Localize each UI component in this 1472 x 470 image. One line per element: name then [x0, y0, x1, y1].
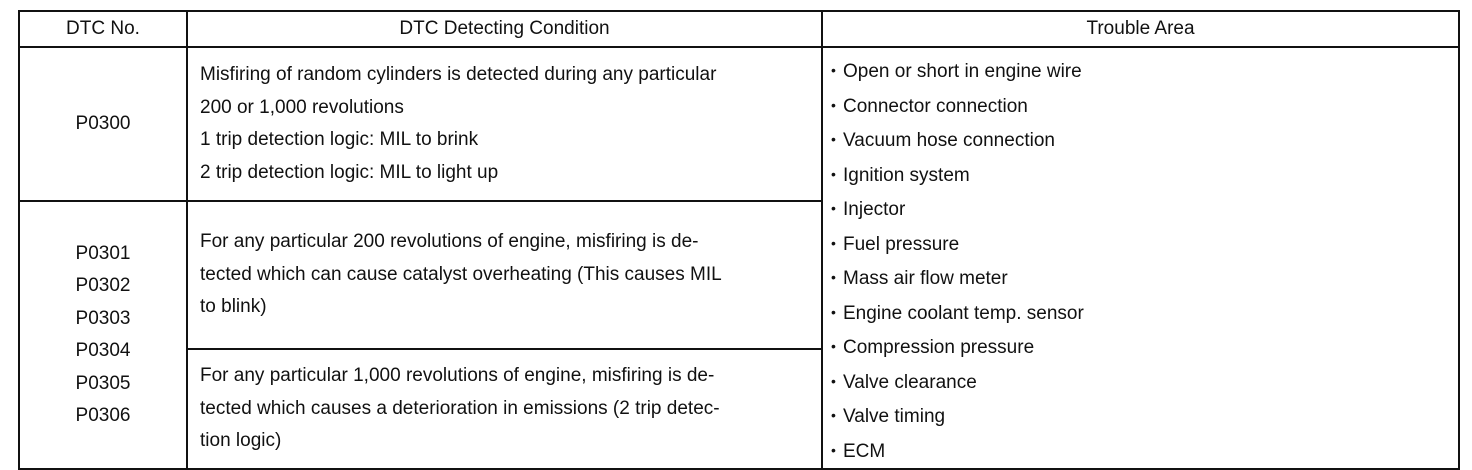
header-dtc-no: DTC No.	[19, 11, 187, 47]
trouble-area-text: Mass air flow meter	[843, 268, 1008, 289]
condition-line: 2 trip detection logic: MIL to light up	[200, 161, 499, 183]
list-item	[831, 158, 1458, 193]
bullet-icon: •	[831, 441, 836, 458]
trouble-area-text: Valve clearance	[843, 371, 977, 393]
bullet-icon: •	[831, 372, 836, 389]
trouble-area-text: Engine coolant temp. sensor	[843, 302, 1084, 324]
trouble-area-text: Compression pressure	[843, 337, 1035, 358]
list-item	[831, 192, 1458, 227]
condition-line: For any particular 200 revolutions of engine, misfiring is de-	[200, 231, 699, 253]
dtc-code-cell	[19, 47, 187, 201]
bullet-icon: •	[831, 303, 836, 320]
list-item	[831, 434, 1458, 469]
condition-line: to blink)	[200, 296, 267, 318]
dtc-code: P0301	[75, 242, 131, 264]
dtc-table	[18, 10, 1460, 470]
bullet-icon: •	[831, 234, 836, 251]
detecting-condition-cell	[187, 201, 822, 349]
condition-line: Misfiring of random cylinders is detected during any particular	[200, 64, 717, 85]
bullet-icon: •	[831, 269, 836, 285]
list-item	[831, 54, 1458, 89]
list-item	[831, 330, 1458, 365]
bullet-icon: •	[831, 407, 836, 423]
dtc-code: P0300	[75, 112, 131, 134]
condition-line: For any particular 1,000 revolutions of engine, misfiring is de-	[200, 365, 715, 387]
list-item	[831, 296, 1458, 331]
trouble-area-text: ECM	[843, 440, 886, 462]
dtc-code-cell	[19, 201, 187, 469]
list-item	[831, 123, 1458, 158]
detecting-condition-cell	[187, 349, 822, 469]
bullet-icon: •	[831, 200, 836, 216]
bullet-icon: •	[831, 165, 836, 182]
condition-line: 1 trip detection logic: MIL to brink	[200, 129, 479, 150]
bullet-icon: •	[831, 131, 836, 147]
list-item	[831, 261, 1458, 296]
header-detecting-condition: DTC Detecting Condition	[187, 11, 822, 47]
dtc-code: P0306	[75, 405, 131, 426]
trouble-area-text: Ignition system	[843, 164, 970, 186]
header-trouble-area: Trouble Area	[822, 11, 1459, 47]
table-row-p0300	[19, 47, 1459, 201]
condition-line: tion logic)	[200, 430, 282, 452]
trouble-area-text: Vacuum hose connection	[843, 130, 1055, 151]
trouble-area-list	[831, 54, 1458, 468]
list-item	[831, 365, 1458, 400]
dtc-code: P0304	[75, 340, 131, 361]
dtc-code: P0303	[75, 307, 131, 329]
trouble-area-text: Open or short in engine wire	[843, 61, 1082, 82]
list-item	[831, 89, 1458, 124]
dtc-code: P0305	[75, 372, 131, 394]
condition-line: tected which can cause catalyst overheating (This causes MIL	[200, 263, 722, 285]
header-row	[19, 11, 1459, 47]
trouble-area-cell	[822, 47, 1459, 469]
dtc-code: P0302	[75, 275, 131, 296]
condition-line: 200 or 1,000 revolutions	[200, 96, 404, 118]
trouble-area-text: Valve timing	[843, 406, 946, 427]
list-item	[831, 399, 1458, 434]
list-item	[831, 227, 1458, 262]
trouble-area-text: Injector	[843, 199, 906, 220]
trouble-area-text: Fuel pressure	[843, 233, 960, 255]
bullet-icon: •	[831, 96, 836, 113]
trouble-area-text: Connector connection	[843, 95, 1028, 117]
detecting-condition-cell	[187, 47, 822, 201]
condition-line: tected which causes a deterioration in emissions (2 trip detec-	[200, 397, 720, 419]
bullet-icon: •	[831, 338, 836, 354]
bullet-icon: •	[831, 62, 836, 78]
